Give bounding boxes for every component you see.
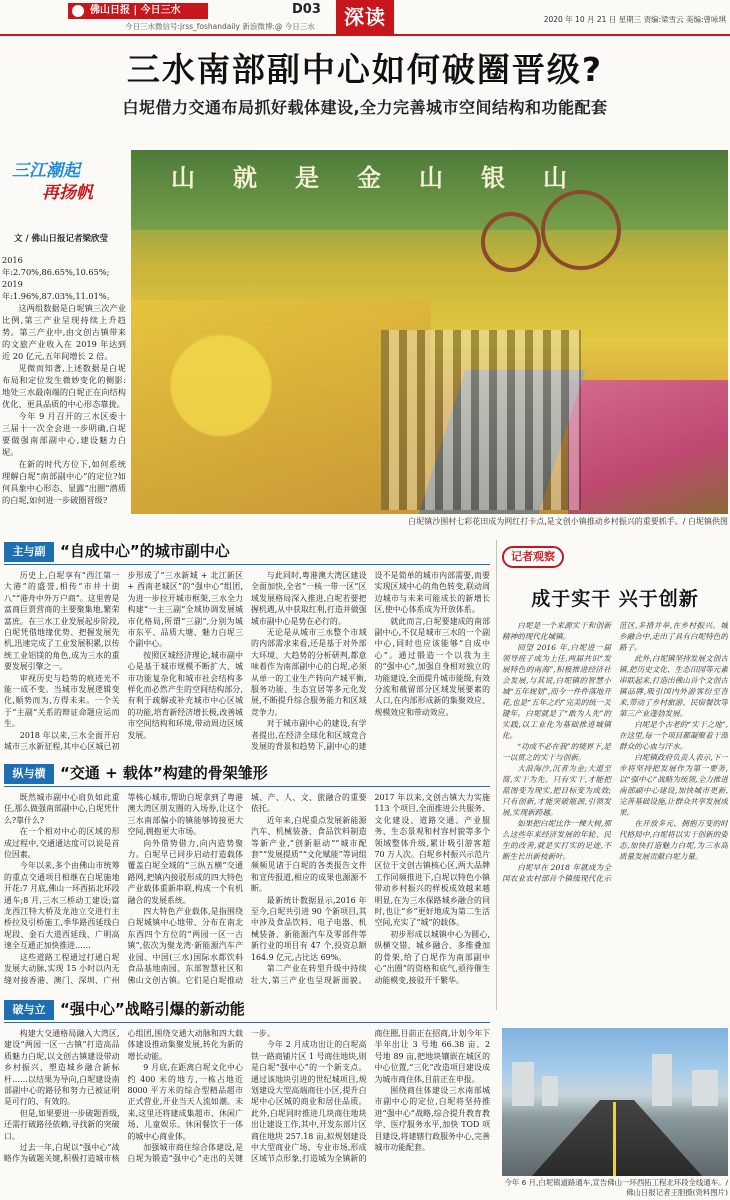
body-paragraph: 这些道路工程通过打通白坭发展大动脉,实现 15 小时以内无缝对接香港、澳门、深圳、广州等核心城市,帮助白坭拿到了粤港澳大湾区朋友圈的入场券,让这个三水南部偏小的镇能够铸接更大空间,拥抱更大市场。 bbox=[4, 793, 243, 985]
intro-paragraph: 2016 年:2.70%,86.65%,10.65%; bbox=[2, 255, 110, 277]
body-paragraph: 按照区城经济理论,城市副中心是基于城市规模不断扩大、城市功能复杂化和城市社会结构多样化而必然产生的空间结构部分,有利于疏解或补充城市中心区城的功能,培育新经济增长极,改善城市空间结构和环境,带动周边区域发展。 bbox=[127, 650, 243, 740]
commentary-paragraph: 此外,白坭镇坚持发展文创古镇,把历史文化、生态田园等元素串联起来,打造出佛山首个文创古镇品牌,吸引国内外游客纷至沓来,带动了乡村旅游、民宿餐饮等第三产业蓬勃发展。 bbox=[619, 654, 728, 718]
commentary-paragraph: 在开放多元、拥抱万变的时代格局中,白坭将以实干创新的姿态,加快打造魅力白坭,为三水高质量发展贡献白坭力量。 bbox=[619, 819, 728, 861]
weibo-account: 新浪微博:@ 今日三水 bbox=[242, 22, 315, 31]
commentary-paragraph: 白坭镇政府负责人表示,下一步将坚持把发展作为第一要务,以“强中心”战略为统领,全力推进南部副中心建设,加快城市更新,完善基础设施,让群众共享发展成果。 bbox=[619, 753, 728, 817]
section-header-1 bbox=[4, 542, 490, 562]
section-tag: 主与副 bbox=[4, 542, 54, 562]
intro-column bbox=[2, 254, 126, 506]
section-tag: 纵与横 bbox=[4, 764, 54, 784]
body-paragraph: 历史上,白坭享有“西江第一大港”的盛誉,相传“市井十街八”“港舟中外万户商”。这里曾是富商巨贾营商的主要聚集地,繁荣富庶。在三水工业发展起步阶段,白坭凭借地缘优势、把握发展先机,迅速完成了工业发展积累,以传统工业铝镁的角色,成为三水的重要发展引擎之一。 bbox=[4, 571, 120, 672]
body-paragraph: 今年 2 月成功出让的白坭高铁一路商铺片区 1 号商住地块,则是白坭“强中心”的一个新支点。通过该地块引进的世纪城项目,规划建设大型高端商住小区,提升白坭中心区城的商业和居住品质。此外,白坭同时推进几块商住地块出让建设工作,其中,开发东部片区商住地块 257.18 亩,拟规划建设中大型商业广场、专业市场,形成区域节点形象,打造城为全镇新的商住圈,目前正在招商,计划今年下半年出让 3 号地 66.38 亩、2 号地 89 亩,把地块镶嵌在城区的中心位置,“三化”改造项目建设成为城市商住体,目前正在申报。 bbox=[251, 1029, 490, 1164]
intro-paragraph: 见微而知著,上述数据是白坭布局和定位发生微妙变化的侧影:地处三水最南端的白坭正在向结构优化、更具品质的中心形态靠拢。 bbox=[2, 363, 126, 409]
commentary-paragraph: 白坭早在 2018 年就成为全国农业农村部首个镇级现代化示范区,多措并举,在乡村振兴、城乡融合中,走出了具有白坭特色的路子。 bbox=[502, 621, 728, 883]
body-paragraph: 对于城市副中心的建设,有学者提出,在经济全球化和区域竞合发展的背景和趋势下,副中心的建设不是简单的城市内部需要,而要实现区域中心的角色转变,联动周边城市与未来可能成长的新增长区,使中心体系成为开放体系。 bbox=[251, 571, 490, 752]
body-paragraph: 2018 年以来,三水全面开启城市三水新征程,其中心区城已初步形成了“三水新城 + 北江新区 + 西南老城区”的“强中心”组团,为进一步拉开城市框架,三水全力构建“一主三副”全域协调发展城市化格局,所谓“三副”,分别为城市东平、品质大塘、魅力白坭三个副中心。 bbox=[4, 571, 243, 752]
page-number: D03 bbox=[292, 2, 321, 17]
section-flag: 深读 bbox=[336, 0, 394, 34]
body-paragraph: 过去一年,白坭以“强中心”战略作为破题关键,积极打造城市核心组团,围绕交通大动脉和四大载体建设推动集聚发展,转化为新的增长动能。 bbox=[4, 1029, 243, 1164]
logo-text: 佛山日报 bbox=[90, 5, 130, 16]
section-body-2 bbox=[4, 792, 490, 988]
commentary-body bbox=[502, 620, 728, 1020]
edition-name: 今日三水 bbox=[140, 5, 181, 16]
body-paragraph: 无论是从城市三水整个市域的内部需求来看,还是基于对外部大环境、大趋势的分析研判,都意味着作为南部副中心的白坭,必须从单一的工业生产转向产城平衡,服务功能、生态宜居等多元化发展,不断提升综合服务能力和区域竞争力。 bbox=[251, 628, 367, 717]
byline: 文 / 佛山日报记者梁欣莹 bbox=[14, 234, 109, 244]
column-divider bbox=[496, 540, 497, 1010]
section-title: “自成中心”的城市副中心 bbox=[60, 542, 230, 560]
commentary-paragraph: 大浪淘沙,沉者为金;大道至简,实干为先。只有实干,才能把蓝图变为现实,把目标变为成效;只有创新,才能突破瓶颈,引领发展,实现新跨越。 bbox=[502, 764, 611, 817]
hillside-slogan: 山就是金山银山 bbox=[171, 164, 605, 192]
hero-photo-flower-field bbox=[131, 150, 728, 514]
section-header-2 bbox=[4, 764, 490, 784]
water-wheel-icon bbox=[541, 190, 621, 270]
intro-paragraph: 在新的时代方位下,如何系统理解白坭“南部副中心”的定位?如何具象中心形态、显露“出圈”潜质的白坭,如何进一步破圈晋级? bbox=[2, 459, 126, 505]
intro-paragraph: 2019 年:1.96%,87.03%,11.01%。 bbox=[2, 279, 115, 301]
body-paragraph: 围绕商住体建设三水南部城市副中心的定位,白坭将坚持推进“强中心”战略,综合提升教育教学、医疗服务水平,加快 TOD 项目建设,将建辖行政服务中心,完善城市功能配套。 bbox=[374, 1086, 490, 1153]
body-paragraph: 9 月底,在距离白坭文化中心约 400 米的地方,一栋占地近 8000 平方米的综合型精品超市正式营业,开业当天人流如潮。未来,这里还将建成集超市、休闲广场、儿童娱乐、休闲餐饮于一体的城中心商业体。 bbox=[127, 1063, 243, 1141]
commentary-paragraph: 如果把白坭比作一棵大树,那么这些年来经济发展的年轮、民生的改善,就是实打实的足迹,不断生长出新枝新叶。 bbox=[502, 819, 611, 861]
section-header-3 bbox=[4, 1000, 490, 1020]
commentary-paragraph: “功成不必在我”的境界下,是一以贯之的实干与创新。 bbox=[502, 742, 611, 762]
subheadline: 白坭借力交通布局抓好载体建设,全力完善城市空间结构和功能配套 bbox=[122, 98, 608, 117]
hero-photo-caption: 白坭镇沙围村七彩花田成为网红打卡点,是文创小镇推动乡村振兴的重要抓手。/ 白坭镇供图 bbox=[408, 517, 728, 526]
water-wheel-icon bbox=[481, 212, 541, 272]
body-paragraph: 最新统计数据显示,2016 年至今,白坭共引进 90 个新项目,其中涉及食品饮料、电子电器、机械装备、新能源汽车及零部件等新行业的项目有 47 个,投资总额 164.9 亿元,占比达 69%。 bbox=[251, 895, 367, 962]
body-paragraph: 就此而言,白坭要建成的南部副中心,不仅是城市三水的一个副中心,同时也应该能够“自成中心”。通过锻造一个以我为主的“强中心”,加强自身相对独立的功能建设,全面提升城市能级,有效分流和截留部分区域发展要素的人口,在内部形成新的集聚效应、规模效应和带动效应。 bbox=[374, 616, 490, 717]
body-paragraph: 初步形成以城镇中心为圆心,纵横交错、城乡融合、多维叠加的骨架,给了白坭作为南部副中心“出圈”的资格和底气,亟待催生动能模变,接驳开千繁华。 bbox=[374, 929, 490, 985]
body-paragraph: 审视历史与趋势的痕迹光不能一成不变。当城市发展逻辑变化,顺势而为,方得未来。一个关于“主副”关系的辩证命题应运而生。 bbox=[4, 673, 120, 729]
series-brand-line2: 再扬帆 bbox=[42, 183, 93, 203]
social-accounts bbox=[125, 21, 315, 32]
section-body-3 bbox=[4, 1028, 490, 1198]
section-body-1 bbox=[4, 570, 490, 756]
commentary-paragraph: 回望 2016 年,白坭进一届领导班子成为上任,两届共识“发展特色的南海”,积极推进经济社会发展,与其说,白坭镇的智慧小城“五年规划”,而今一件件落地开花,也是“五年之约”完美的统一关键年。白坭就是了“敢为人先”的实践,以工业化为基础推进城镇化。 bbox=[502, 643, 611, 740]
logo-seal-icon bbox=[72, 5, 84, 17]
body-paragraph: 今年以来,多个由佛山市统筹的重点交通项目相继在白坭施地开花:7 月底,佛山一环西拓北环段通车;8 月,三水三桥动工建设;富龙西江特大桥及龙池立交进行主桥拉及引桥施工,季华路西延线白坭段、金石大道西延线、广明高速全互通正加快推进…… bbox=[4, 861, 120, 951]
body-paragraph: 近年来,白坭重点发展新能源汽车、机械装备、食品饮料制造等新产业,“创新驱动”“城市配套”“发展提质”“文化赋能”等词组频频见诸于白坭的各类报告文件和宣传报道,相应的成果也源源不断。 bbox=[251, 815, 367, 894]
series-brand bbox=[4, 152, 128, 212]
body-paragraph: 第二产业在转型升级中持续壮大,第三产业也呈现新面貌。2017 年以来,文创古镇大力实施 113 个项目,全面推进公共服务、文化建设、道路交通、产业服务、生态景观和村容村貌等多个领域整体升级,累计吸引游客超 70 万人次。白坭乡村振兴示范片区位于文创古镇核心区,两大品牌工作同频推进下,白坭以特色小镇带动乡村振兴的样板成效越来越明显,在为三水探路城乡融合的同时,也让“乡”更好地成为第二生活空间,充实了“城”的载体。 bbox=[251, 793, 490, 985]
commentary-title: 成于实干 兴于创新 bbox=[531, 588, 699, 610]
body-paragraph: 构建大交通格局融入大湾区,建设“两园一区一古镇”打造高品质魅力白坭,以文创古镇建设带动乡村振兴、塑造城乡融合新标杆……以结果为导向,白坭建设南部副中心的路径和努力已被证明是可行的、有效的。 bbox=[4, 1029, 120, 1107]
body-paragraph: 与此同时,粤港澳大湾区建设全面加快,全省“一核一带一区”区域发展格局深入推进,白坭若要把握机遇,从中获取红利,打造并做强城市副中心是势在必行的。 bbox=[251, 571, 367, 626]
intro-paragraph: 今年 9 月召开的三水区委十三届十一次全会进一步明确,白坭要做强南部副中心,建设魅力白坭。 bbox=[2, 411, 126, 457]
series-brand-line1: 三江潮起 bbox=[12, 161, 80, 181]
newspaper-logo: 佛山日报 | 今日三水 bbox=[68, 3, 208, 19]
intro-paragraph: 这两组数据是白坭镇三次产业比例,第三产业呈现持续上升趋势。第三产业中,由文创古镇带来的文旅产业收入在 2019 年达到近 20 亿元,五年间增长 2 倍。 bbox=[2, 303, 126, 361]
body-paragraph: 在一个相对中心的区域的形成过程中,交通通达度可以说是首位因素。 bbox=[4, 827, 120, 860]
masthead bbox=[0, 0, 730, 36]
commentary-paragraph: 白坭是个古老的“实干之地”,在这里,每一个项目都凝聚着干部群众的心血与汗水。 bbox=[619, 720, 728, 751]
body-paragraph: 加强城市商住综合体建设,是白坭为锻造“强中心”走出的关键一步。 bbox=[127, 1029, 275, 1164]
date-editor-line: 2020 年 10 月 21 日 星期三 责编:梁雪云 美编:曾咏琪 bbox=[543, 15, 726, 24]
headline: 三水南部副中心如何破圈晋级? bbox=[126, 50, 604, 89]
body-paragraph: 向外借势借力,向内造势聚力。白坭早已同步启动打造载体覆盖白坭全域的“三纵五横”交通路网,把镇内接驳形成的四大特色产业载体重新串联,构成一个有机融合的发展系统。 bbox=[127, 838, 243, 905]
commentary-paragraph: 白坭是一个来源实干和创新精神的现代化城镇。 bbox=[502, 621, 611, 641]
road-photo-aerial bbox=[502, 1028, 728, 1176]
body-paragraph: 既然城市副中心肩负如此重任,那么做强南部副中心,白坭凭什么?靠什么? bbox=[4, 793, 120, 825]
commentary-tag: 记者观察 bbox=[502, 546, 564, 568]
wechat-account: 今日三水微信号:jrss_foshandaily bbox=[125, 22, 240, 31]
body-paragraph: 但是,如果要进一步破题晋级,还需打破路径依赖,寻找新的突破口。 bbox=[4, 1108, 120, 1141]
road-photo-caption: 今年 6 月,白坭镇道路通车,宣告佛山一环西拓工程北环段全线通车。/ 佛山日报记者王胆摄(资料图片) bbox=[504, 1178, 728, 1197]
body-paragraph: 四大特色产业载体,是指围绕白坭城镇中心地带、分布在南北东西四个方位的“两园一区一古镇”,依次为聚龙湾·新能源汽车产业园、中国(三水)国际水都饮料食品基地南园、东部智慧社区和佛山文创古镇。它们是白坭推动城、产、人、文、旅融合的重要依托。 bbox=[127, 793, 367, 985]
section-tag: 破与立 bbox=[4, 1000, 54, 1020]
section-title: “交通 + 载体”构建的骨架雏形 bbox=[60, 764, 268, 782]
section-title: “强中心”战略引爆的新动能 bbox=[60, 1000, 245, 1018]
